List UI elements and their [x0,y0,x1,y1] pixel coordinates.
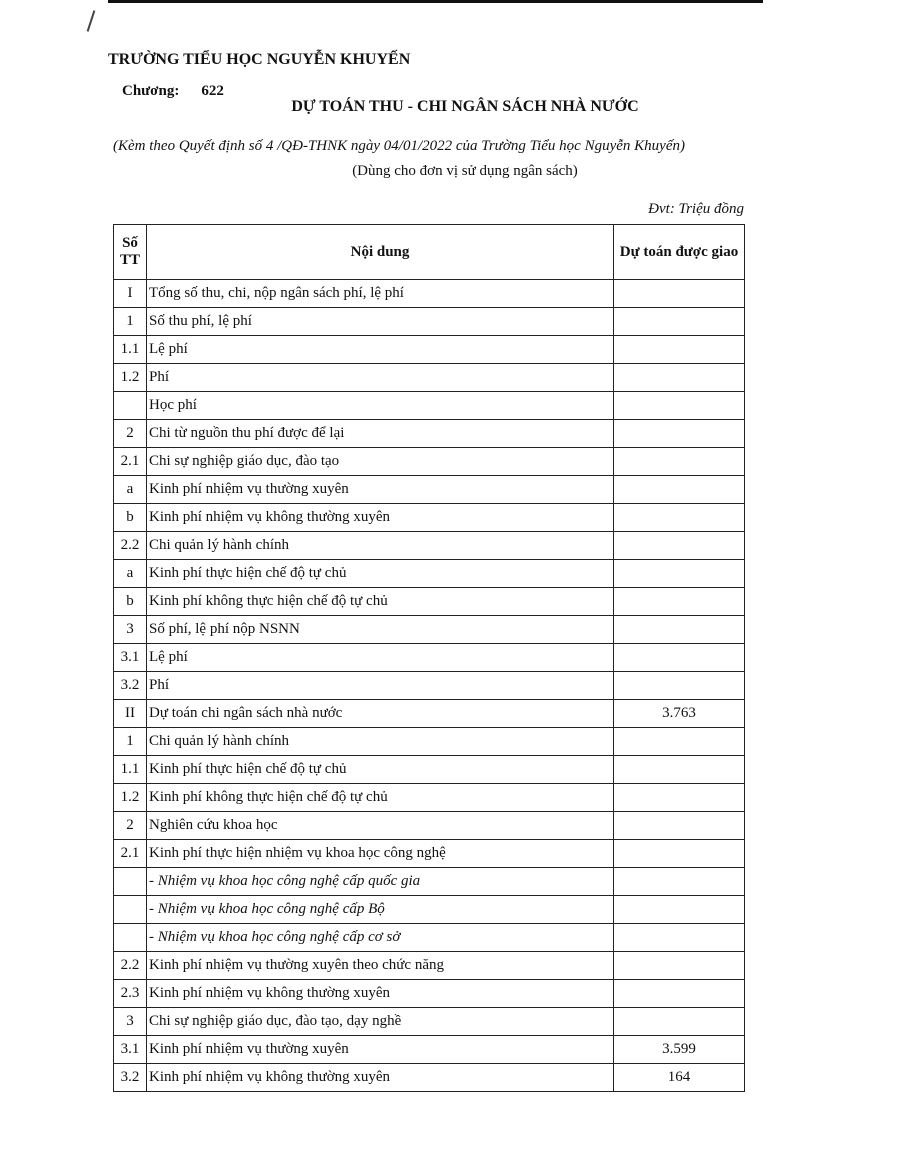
row-value [614,672,745,700]
scan-top-edge [108,0,763,3]
table-row [114,308,745,336]
table-row [114,476,745,504]
row-number: 3.1 [114,644,147,672]
row-content: Kinh phí nhiệm vụ thường xuyên theo chức năng [147,952,614,980]
usage-note: (Dùng cho đơn vị sử dụng ngân sách) [352,163,578,179]
row-content: Dự toán chi ngân sách nhà nước [147,700,614,728]
row-content: Kinh phí nhiệm vụ thường xuyên [147,476,614,504]
row-content: Kinh phí nhiệm vụ thường xuyên [147,1036,614,1064]
table-row [114,1064,745,1092]
row-number: 1.1 [114,336,147,364]
table-row [114,840,745,868]
row-value [614,364,745,392]
row-value: 3.763 [614,700,745,728]
row-number [114,896,147,924]
row-value [614,560,745,588]
row-content: Chi quản lý hành chính [147,728,614,756]
table-row [114,336,745,364]
table-row [114,812,745,840]
row-content: Học phí [147,392,614,420]
row-value [614,336,745,364]
table-row [114,896,745,924]
budget-table [113,224,745,1092]
row-value [614,924,745,952]
row-value [614,644,745,672]
row-number: 3.1 [114,1036,147,1064]
table-row [114,420,745,448]
row-content: Kinh phí nhiệm vụ không thường xuyên [147,980,614,1008]
row-number: a [114,476,147,504]
chapter-value: 622 [201,83,224,99]
chapter-label: Chương: [122,83,180,99]
row-number: 2 [114,812,147,840]
row-content: Phí [147,672,614,700]
table-row [114,728,745,756]
row-content: Kinh phí không thực hiện chế độ tự chủ [147,588,614,616]
row-content: - Nhiệm vụ khoa học công nghệ cấp quốc gia [147,868,614,896]
row-number [114,924,147,952]
table-row [114,560,745,588]
row-value [614,756,745,784]
row-value [614,476,745,504]
row-value [614,868,745,896]
pen-mark [87,10,96,32]
header-content: Nội dung [147,225,614,280]
row-content: Kinh phí thực hiện nhiệm vụ khoa học công nghệ [147,840,614,868]
row-content: Chi quản lý hành chính [147,532,614,560]
row-number: 3.2 [114,672,147,700]
row-number: I [114,280,147,308]
table-header-row [114,225,745,280]
row-content: Tổng số thu, chi, nộp ngân sách phí, lệ phí [147,280,614,308]
header-no: Số TT [114,225,147,280]
row-number: b [114,504,147,532]
school-name: TRƯỜNG TIỂU HỌC NGUYỄN KHUYẾN [108,51,411,68]
table-row [114,672,745,700]
row-content: Chi từ nguồn thu phí được để lại [147,420,614,448]
row-content: Nghiên cứu khoa học [147,812,614,840]
row-number [114,392,147,420]
row-content: Kinh phí nhiệm vụ không thường xuyên [147,504,614,532]
table-row [114,504,745,532]
row-number: 1 [114,728,147,756]
row-number: 1.2 [114,364,147,392]
table-row [114,868,745,896]
row-value [614,840,745,868]
row-value [614,980,745,1008]
row-content: Kinh phí thực hiện chế độ tự chủ [147,560,614,588]
row-number: 1.1 [114,756,147,784]
row-content: Lệ phí [147,644,614,672]
row-content: Số thu phí, lệ phí [147,308,614,336]
row-value [614,952,745,980]
row-content: Lệ phí [147,336,614,364]
row-value [614,896,745,924]
row-value [614,532,745,560]
table-row [114,616,745,644]
row-number: 2.1 [114,448,147,476]
row-value [614,784,745,812]
table-row [114,924,745,952]
row-content: Chi sự nghiệp giáo dục, đào tạo [147,448,614,476]
table-row [114,784,745,812]
row-number: 1 [114,308,147,336]
row-content: Số phí, lệ phí nộp NSNN [147,616,614,644]
header-value: Dự toán được giao [614,225,745,280]
table-row [114,392,745,420]
table-row [114,980,745,1008]
row-number: 2.2 [114,952,147,980]
row-value [614,280,745,308]
row-content: - Nhiệm vụ khoa học công nghệ cấp cơ sở [147,924,614,952]
row-value [614,588,745,616]
row-number: 3 [114,616,147,644]
table-row [114,700,745,728]
row-value [614,616,745,644]
row-content: Phí [147,364,614,392]
row-number: 3.2 [114,1064,147,1092]
row-content: Kinh phí nhiệm vụ không thường xuyên [147,1064,614,1092]
row-value [614,728,745,756]
row-value [614,392,745,420]
row-value [614,448,745,476]
row-value [614,812,745,840]
row-number: 2.3 [114,980,147,1008]
row-value [614,308,745,336]
row-content: - Nhiệm vụ khoa học công nghệ cấp Bộ [147,896,614,924]
row-number: 3 [114,1008,147,1036]
row-value [614,420,745,448]
table-row [114,644,745,672]
row-number: a [114,560,147,588]
table-row [114,952,745,980]
row-value: 164 [614,1064,745,1092]
row-value [614,1008,745,1036]
table-row [114,588,745,616]
row-number: 1.2 [114,784,147,812]
row-number [114,868,147,896]
table-row [114,364,745,392]
row-number: b [114,588,147,616]
table-row [114,1036,745,1064]
table-row [114,448,745,476]
row-value: 3.599 [614,1036,745,1064]
unit-label: Đvt: Triệu đồng [648,201,744,217]
row-content: Chi sự nghiệp giáo dục, đào tạo, dạy nghề [147,1008,614,1036]
row-number: 2.2 [114,532,147,560]
table-row [114,280,745,308]
document-subtitle: (Kèm theo Quyết định số 4 /QĐ-THNK ngày 04/01/2022 của Trường Tiểu học Nguyễn Khuyến) [113,138,685,154]
row-number: 2.1 [114,840,147,868]
document-title: DỰ TOÁN THU - CHI NGÂN SÁCH NHÀ NƯỚC [291,98,639,115]
row-content: Kinh phí không thực hiện chế độ tự chủ [147,784,614,812]
table-row [114,1008,745,1036]
row-value [614,504,745,532]
table-row [114,532,745,560]
row-number: 2 [114,420,147,448]
table-row [114,756,745,784]
row-content: Kinh phí thực hiện chế độ tự chủ [147,756,614,784]
row-number: II [114,700,147,728]
